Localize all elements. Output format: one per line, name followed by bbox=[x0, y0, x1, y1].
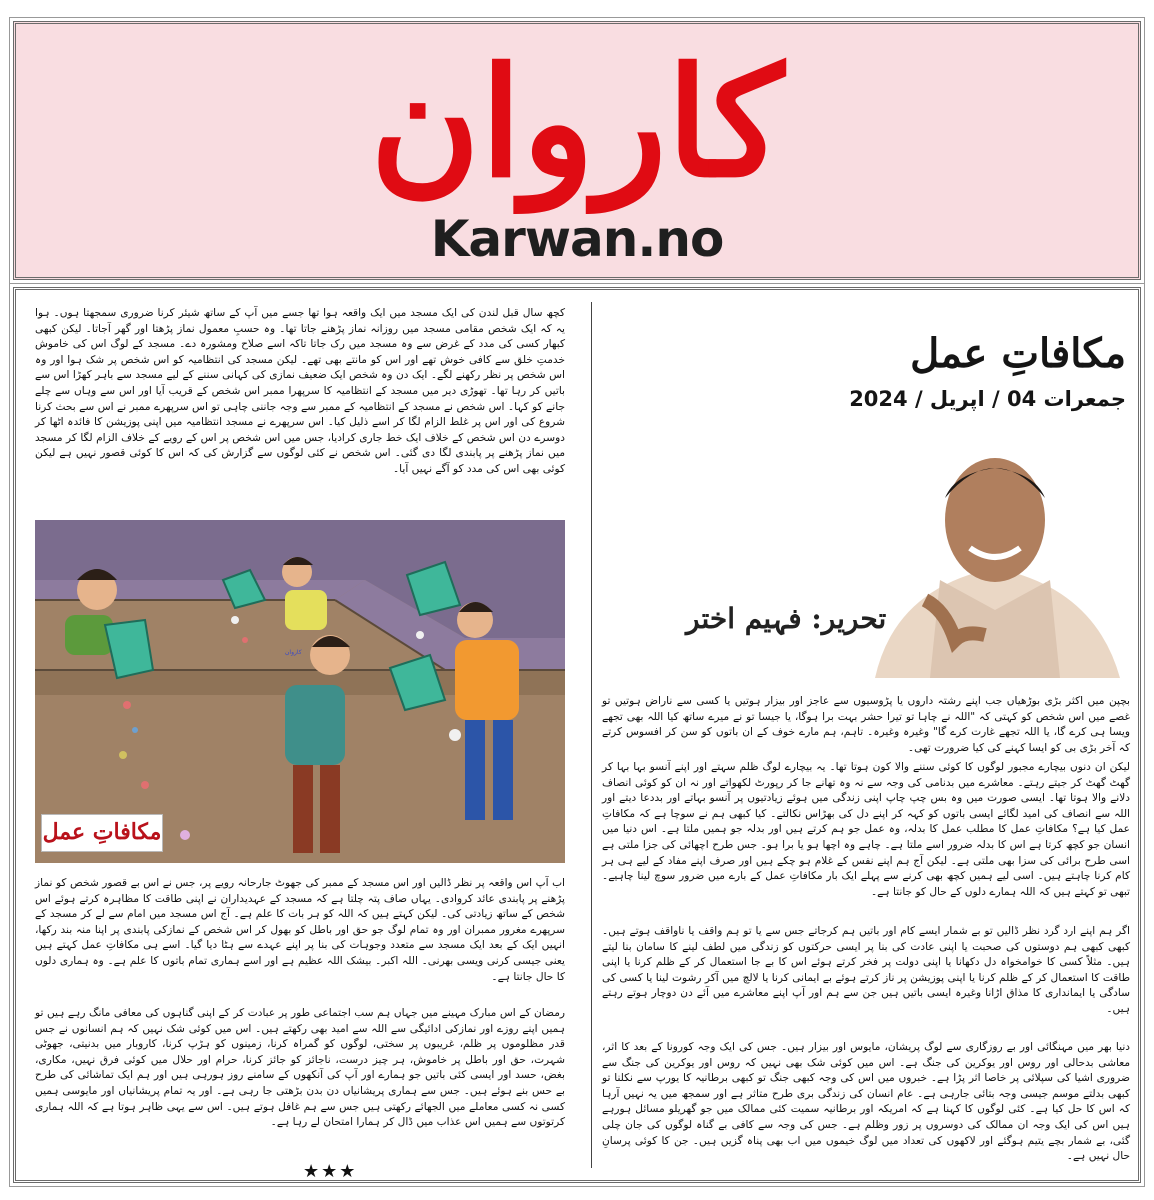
cartoon-drawing bbox=[35, 520, 565, 863]
article-page bbox=[13, 287, 1141, 1183]
logo-latin: Karwan.no bbox=[430, 210, 724, 268]
right-paragraph-4: دنیا بھر میں مہنگائی اور بے روزگاری سے لوگ پریشان، مایوس اور بیزار ہیں۔ جس کی ایک وجہ کورونا کے بعد کا اثر، معاشی بدحالی اور روس اور یوکرین کی جنگ ہے۔ اس میں کوئی شک بھی نہیں کہ روس اور یوکرین کی جنگ سے ضروری اشیا کی سپلائی پر خاصا اثر پڑا ہے۔ خبروں میں اس کی وجہ کبھی جنگ تو کبھی برطانیہ کا یورپ سے نکلنا تو کبھی بدلتے موسم جیسی وجہ بتائی جارہی ہے۔ عام انسان کی زندگی بری طرح متاثر ہے اور سمجھ میں یہ نہیں آرہا کہ اس کا حل کیا ہے۔ کئی لوگوں کا کہنا ہے کہ امریکہ اور برطانیہ سمیت کئی ممالک میں جو گھریلو مسائل ہورہے ہیں اس کی ایک وجہ ان ممالک کی دوسروں پر زور وظلم ہے۔ جس کی وجہ سے کافی بے گناہ لوگوں کی جان چلی گئی، بے شمار بچے یتیم ہوگئے اور لاکھوں کی تعداد میں لوگ خیموں میں اب بھی پناہ گزیں ہیں۔ جن کا کوئی پرسانِ حال نہیں ہے۔ bbox=[602, 1041, 1130, 1163]
left-paragraph-2: اب آپ اس واقعہ پر نظر ڈالیں اور اس مسجد کے ممبر کی جھوٹ جارحانہ رویے پر، جس نے اس بے قصور شخص کو نماز پڑھنے پر پابندی عائد کروادی۔ یہاں صاف پتہ چلتا ہے کہ مسجد کے عہدیداران نے اپنی طاقت کا مظاہرہ کرتے ہوئے اس شخص کے ساتھ زیادتی کی۔ لیکن کہتے ہیں کہ اللہ کو ہر بات کا علم ہے۔ آج اس مسجد میں امام سے لے کر مسجد کے سرپھرے مغرور ممبران اور وہ تمام لوگ جو حق اور باطل کو بھول کر اس شخص کے نمازکی پابندی پر اپنا منہ بند رکھا، انہیں ایک کے بعد ایک مسجد سے متعدد وجوہات کی بنا پر اپنے عہدے سے ہٹا دیا گیا۔ اسے ہی مکافاتِ عمل کہتے ہیں یعنی جیسی کرنی ویسی بھرنی۔ اللہ اکبر۔ بیشک اللہ عظیم ہے اور اسے ہماری تمام باتوں کا علم ہے۔ وہ ہماری دلوں کا حال جانتا ہے۔ bbox=[35, 877, 565, 983]
left-paragraph-1: کچھ سال قبل لندن کی ایک مسجد میں ایک واقعہ ہوا تھا جسے میں آپ کے ساتھ شیئر کرنا ضروری سمجھتا ہوں۔ ہوا یہ کہ ایک شخص مقامی مسجد میں روزانہ نماز پڑھنے جاتا تھا۔ وہ حسبِ معمول نماز پڑھتا اور گھر آجاتا۔ لیکن کبھی کبھار کسی کی مدد کے غرض سے وہ مسجد میں رک جاتا تاکہ اسے صلاح ومشورہ دے۔ مسجد کے لوگ اس کی خاموش خدمتِ خلق سے کافی خوش تھے اور اس کو مانتے بھی تھے۔ لیکن مسجد کی انتظامیہ کو اس شخص پر شک ہوا اور وہ اس شخص پر نظر رکھنے لگے۔ ایک دن وہ شخص ایک ضعیف نمازی کی کہانی سننے کے لیے مسجد سے باہر کھڑا اس سے باتیں کر رہا تھا۔ تھوڑی دیر میں مسجد کے انتظامیہ کا سرپھرا ممبر اس شخص کے قریب آیا اور اس سے وہاں سے چلے جانے کو کہا۔ اس شخص نے مسجد کے انتظامیہ کے ممبر سے وجہ جاننی چاہی تو اس سرپھرے ممبر نے اس سے بحث کرنا شروع کی اور اس پر غلط الزام لگا کر اسے ذلیل کیا۔ اس سرپھرے نے مسجد انتظامیہ میں اپنی پوزیشن کا فائدہ اٹھا کر دوسرے دن اس شخص کے خلاف ایک خط جاری کرادیا، جس میں اس شخص پر اس کے رویے کے خلاف الزام لگا کر مسجد میں نماز پڑھنے پر پابندی لگا دی گئی۔ اس شخص نے کئی لوگوں سے گزارش کی کہ اس کا کوئی قصور نہیں ہے لیکن کوئی بھی اس کی مدد کو آگے نہیں آیا۔ bbox=[35, 307, 565, 475]
author-portrait bbox=[865, 430, 1130, 678]
author-photo bbox=[865, 430, 1130, 678]
illustration-watermark: کاروان bbox=[285, 649, 302, 656]
left-paragraph-3: رمضان کے اس مبارک مہینے میں جہاں ہم سب اجتماعی طور پر عبادت کر کے اپنی گناہوں کی معافی مانگ رہے ہیں تو ہمیں اپنے روزے اور نمازکی ادائیگی سے اللہ سے امید بھی رکھتے ہیں۔ اس میں کوئی شک نہیں کہ ہم انسانوں نے جس قدر مظلوموں پر ظلم، غریبوں پر سختی، لوگوں کو گمراہ کرنا، زمینوں کو ہڑپ کرنا، کاروبار میں بدنیتی، جھوٹی شہرت، حق اور باطل پر خاموش، ہر چیز درست، ناجائز کو جائز کرنا، حرام اور حلال میں کوئی فرق نہیں، مکاری، بغض، حسد اور ایسی کئی باتیں جو ہمارے اور آپ کی آنکھوں کے سامنے روز ہورہی ہیں اور ہم ایک تماشائی کی طرح بے حس بنے ہوئے ہیں۔ جس سے ہماری پریشانیاں دن بدن بڑھتی جا رہی ہے۔ اور یہ تمام پریشانیاں اور مایوسی ہمیں کسی نہ کسی معاملے میں الجھائے رکھتی ہیں جس سے ہم غافل ہوتے ہیں۔ اس سے یہی ظاہر ہوتا ہے کہ اللہ ہماری کرتوتوں سے ہمیں اس عذاب میں ڈال کر ہمارا امتحان لے رہا ہے۔ bbox=[35, 1007, 565, 1129]
author-byline: تحریر: فہیم اختر bbox=[686, 602, 887, 635]
illustration-caption: مکافاتِ عمل bbox=[42, 819, 162, 845]
right-paragraph-3: اگر ہم اپنے ارد گرد نظر ڈالیں تو بے شمار ایسے کام اور باتیں ہم کرجاتے جس سے یا تو ہم واقف یا ناواقف ہوتے ہیں۔ کبھی کبھی ہم دوستوں کی صحبت یا اپنی عادت کی بنا پر ایسی حرکتوں کو زندگی میں لطف لینے کا سامان بنا لیتے ہیں۔ مثلاً کسی کا خوامخواہ دل دکھانا یا اپنی دولت پر فخر کرتے ہوئے اس کا بے جا استعمال کر کے ظلم کرنا یا اپنی طاقت کا استعمال کر کے ظلم کرنا یا اپنی پوزیشن پر ناز کرتے ہوئے بے ایمانی کرنا یا لالچ میں آکر رشوت لینا یا کسی کی سادگی یا ایمانداری کا مذاق اڑانا وغیرہ ایسی باتیں ہیں جن سے ہم اور آپ اپنے معاشرے میں آئے دن دوچار ہوتے رہتے ہیں۔ bbox=[602, 925, 1130, 1015]
article-title: مکافاتِ عمل bbox=[910, 330, 1126, 377]
logo-urdu: کاروان bbox=[370, 35, 784, 211]
end-of-article-stars: ★★★ bbox=[303, 1161, 358, 1182]
left-column bbox=[35, 306, 581, 1182]
article-illustration bbox=[35, 520, 565, 863]
right-paragraph-1: بچپن میں اکثر بڑی بوڑھیاں جب اپنے رشتہ داروں یا پڑوسیوں سے عاجز اور بیزار ہوتیں یا کسی سے ناراض ہوتیں تو غصے میں اس شخص کو کہتی کہ "اللہ نے چاہا تو تیرا حشر بہت برا ہوگا، یا جیسا تو نے میرے ساتھ کیا اللہ بھی تجھے ویسا ہی کرے گا، یا اللہ تجھے غارت کرے گا" وغیرہ وغیرہ۔ تاہم، ہم مارے خوف کے ان باتوں کو سن کر افسوس کرتے کہ آخر بڑی بی کو ایسا کہنے کی کیا ضرورت تھی۔ bbox=[602, 695, 1130, 754]
illustration-caption-box bbox=[41, 814, 163, 852]
article-date: جمعرات 04 / اپریل / 2024 bbox=[849, 387, 1126, 411]
masthead bbox=[13, 21, 1141, 280]
right-paragraph-2: لیکن ان دنوں بیچارے مجبور لوگوں کا کوئی سننے والا کون ہوتا تھا۔ یہ بیچارے لوگ ظلم سہتے اور اپنے آنسو بہا بہا کر گھٹ گھٹ کر جیتے رہتے۔ معاشرے میں بدنامی کی وجہ سے نہ وہ تھانے جا کر رپورٹ لکھواتے اور نہ ان کو کوئی انصاف دلانے والا ہوتا تھا۔ ایسی صورت میں وہ بس چپ چاپ اپنی زندگی میں ہوئے زیادتیوں پر آنسو بہاتے اور بددعا دیتے اور اللہ سے انصاف کی امید لگائے ایسی باتوں کو کہہ کر اپنے دل کی بھڑاس نکالتے۔ کیا کبھی ہم نے سوچا ہے کہ مکافاتِ عمل کیا ہے؟ مکافاتِ عمل کا مطلب عمل کا بدلہ، وہ عمل جو ہم کرتے ہیں اور بدلہ جو ہمیں ملتا ہے۔ اس دنیا میں انسان جو کچھ کرتا ہے اس کا بدلہ ضرور اسے ملتا ہے۔ چاہے وہ اچھا ہو یا برا ہو۔ جس طرح اچھائی کی جزا ملتی ہے اسی طرح برائی کی سزا بھی ملتی ہے۔ لیکن آج ہم اپنے نفس کے غلام ہو چکے ہیں اور صرف اپنے مفاد کے لیے ہی ہر کام کرنا چاہتے ہیں۔ اسی لیے ہمیں کچھ بھی کرنے سے پہلے ایک بار مکافاتِ عمل کے بارے میں ضرور سوچ لینا چاہیے۔ تبھی تو کہتے ہیں کہ اللہ ہمارے دلوں کے حال کو جانتا ہے۔ bbox=[602, 761, 1130, 898]
column-divider bbox=[591, 302, 592, 1168]
right-column bbox=[602, 302, 1130, 1172]
